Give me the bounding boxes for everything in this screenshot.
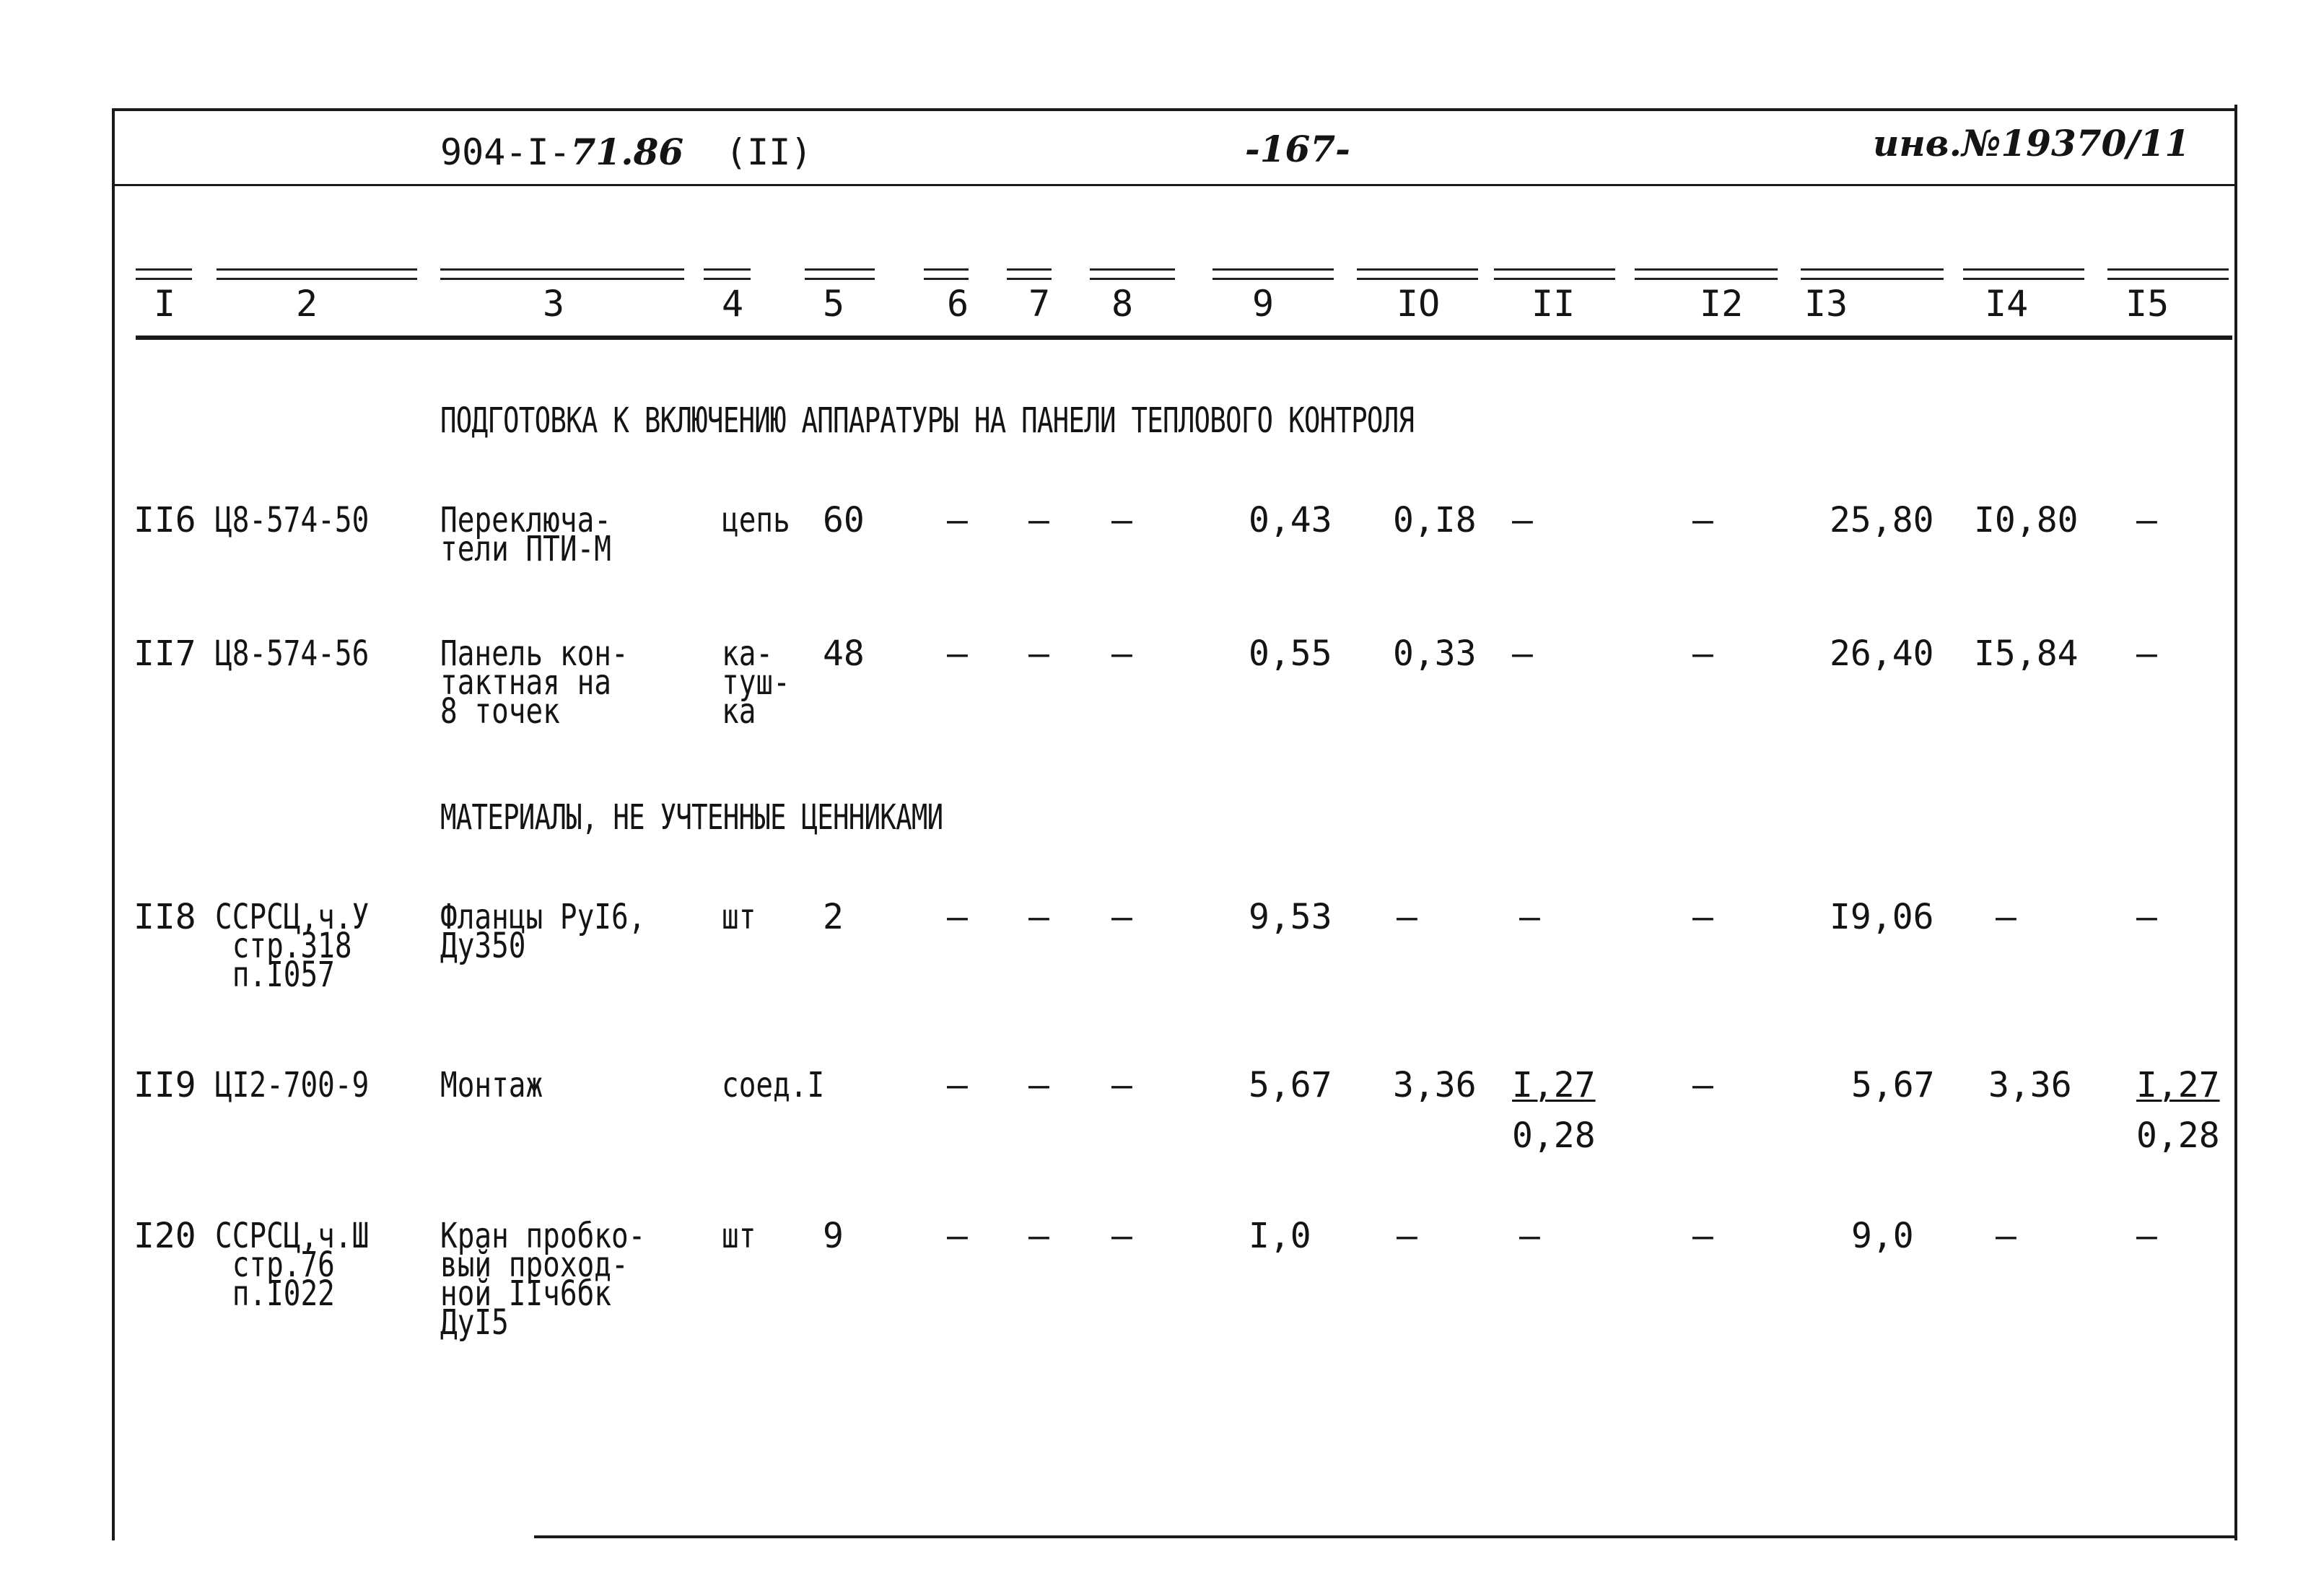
column-rule xyxy=(1212,268,1334,280)
row-quantity: 48 xyxy=(823,633,865,674)
column-number: I3 xyxy=(1804,283,1848,325)
row-code: п.I022 xyxy=(215,1273,335,1314)
row-number: I20 xyxy=(134,1216,196,1256)
row-quantity: 2 xyxy=(823,897,844,937)
column-rule xyxy=(217,268,417,280)
row-code: ССРСЦ,ч.Ш xyxy=(215,1216,370,1256)
row-code: п.I057 xyxy=(215,955,335,995)
row-number: II6 xyxy=(134,500,196,540)
row-name: вый проход- xyxy=(440,1245,629,1285)
row-col6: – xyxy=(947,1216,968,1256)
frame-top-border xyxy=(114,108,2236,111)
frame-bottom-border xyxy=(534,1535,2236,1538)
column-number: 5 xyxy=(823,283,845,325)
row-col8: – xyxy=(1111,633,1132,674)
row-col12: – xyxy=(1692,1065,1713,1105)
row-col10: – xyxy=(1397,897,1417,937)
series-code: 904-I- xyxy=(440,131,571,173)
row-code: стр.318 xyxy=(215,926,352,966)
row-col6: – xyxy=(947,633,968,674)
row-unit: шт xyxy=(722,897,756,937)
row-col7: – xyxy=(1028,1065,1049,1105)
frame-left-border xyxy=(112,108,115,1540)
row-name: ДуI5 xyxy=(440,1302,509,1343)
column-rule xyxy=(1090,268,1175,280)
series-handwritten: 71.86 xyxy=(570,131,684,173)
row-col7: – xyxy=(1028,1216,1049,1256)
row-col15: – xyxy=(2136,500,2157,540)
row-col15: – xyxy=(2136,633,2157,674)
column-number: 2 xyxy=(296,283,318,325)
row-col9: I,0 xyxy=(1249,1216,1311,1256)
row-col12: – xyxy=(1692,633,1713,674)
row-col15: – xyxy=(2136,897,2157,937)
column-number: I xyxy=(154,283,176,325)
row-col12: – xyxy=(1692,500,1713,540)
row-code: Ц8-574-50 xyxy=(215,500,370,540)
row-col13: 9,0 xyxy=(1851,1216,1914,1256)
row-code: Ц8-574-56 xyxy=(215,633,370,674)
column-rule xyxy=(1007,268,1052,280)
row-col13: 26,40 xyxy=(1830,633,1934,674)
row-col8: – xyxy=(1111,897,1132,937)
row-quantity: 60 xyxy=(823,500,865,540)
row-col10: – xyxy=(1397,1216,1417,1256)
row-col6: – xyxy=(947,897,968,937)
column-rule xyxy=(1801,268,1944,280)
row-col6: – xyxy=(947,500,968,540)
column-number: 3 xyxy=(543,283,565,325)
section-title: МАТЕРИАЛЫ, НЕ УЧТЕННЫЕ ЦЕННИКАМИ xyxy=(440,797,943,838)
row-name: Ду350 xyxy=(440,926,526,966)
document-part: (II) xyxy=(725,131,813,173)
row-quantity: 9 xyxy=(823,1216,844,1256)
column-number: 8 xyxy=(1111,283,1134,325)
row-col15-numerator: I,27 xyxy=(2136,1065,2220,1105)
row-unit: ка- xyxy=(722,633,774,674)
row-col7: – xyxy=(1028,897,1049,937)
row-name: Монтаж xyxy=(440,1065,543,1105)
row-code: ССРСЦ,ч.У xyxy=(215,897,370,937)
row-name: ной IIч6бк xyxy=(440,1273,611,1314)
row-col14: – xyxy=(1996,1216,2016,1256)
column-number: IO xyxy=(1397,283,1441,325)
row-col9: 9,53 xyxy=(1249,897,1332,937)
row-col11: – xyxy=(1519,1216,1540,1256)
column-number: 9 xyxy=(1252,283,1275,325)
row-unit: туш- xyxy=(722,662,790,703)
column-header-underline xyxy=(136,336,2232,340)
column-rule xyxy=(805,268,875,280)
row-name: Переключа- xyxy=(440,500,611,540)
row-col11: – xyxy=(1512,633,1533,674)
row-number: II9 xyxy=(134,1065,196,1105)
column-number: I4 xyxy=(1985,283,2029,325)
row-col13: 25,80 xyxy=(1830,500,1934,540)
column-rule xyxy=(440,268,684,280)
row-col13: 5,67 xyxy=(1851,1065,1935,1105)
document-series xyxy=(440,131,684,173)
column-rule xyxy=(924,268,969,280)
column-number: 4 xyxy=(722,283,744,325)
column-rule xyxy=(2107,268,2229,280)
row-col7: – xyxy=(1028,633,1049,674)
row-col8: – xyxy=(1111,1065,1132,1105)
inventory-number: инв.№19370/11 xyxy=(1873,122,2190,165)
row-name: Фланцы РуI6, xyxy=(440,897,646,937)
row-name: Панель кон- xyxy=(440,633,629,674)
column-number: 7 xyxy=(1028,283,1051,325)
row-col9: 0,43 xyxy=(1249,500,1332,540)
row-col13: I9,06 xyxy=(1830,897,1934,937)
section-title: ПОДГОТОВКА К ВКЛЮЧЕНИЮ АППАРАТУРЫ НА ПАНЕЛИ ТЕПЛОВОГО КОНТРОЛЯ xyxy=(440,400,1415,441)
column-rule xyxy=(1357,268,1478,280)
header-divider xyxy=(114,184,2236,186)
row-col8: – xyxy=(1111,1216,1132,1256)
row-col14: 3,36 xyxy=(1988,1065,2072,1105)
row-col14: I0,80 xyxy=(1974,500,2079,540)
frame-right-border xyxy=(2234,105,2237,1540)
row-number: II8 xyxy=(134,897,196,937)
row-col15: – xyxy=(2136,1216,2157,1256)
row-code: стр.76 xyxy=(215,1245,335,1285)
row-code: ЦI2-700-9 xyxy=(215,1065,370,1105)
column-number: I5 xyxy=(2125,283,2169,325)
row-unit: цепь xyxy=(722,500,790,540)
row-number: II7 xyxy=(134,633,196,674)
column-rule xyxy=(1963,268,2084,280)
column-number: 6 xyxy=(947,283,969,325)
row-name: тели ПТИ-М xyxy=(440,529,611,569)
column-number: I2 xyxy=(1700,283,1744,325)
row-col12: – xyxy=(1692,1216,1713,1256)
row-col9: 5,67 xyxy=(1249,1065,1332,1105)
row-name: Кран пробко- xyxy=(440,1216,646,1256)
row-col8: – xyxy=(1111,500,1132,540)
row-unit: ка xyxy=(722,691,756,732)
row-unit: шт xyxy=(722,1216,756,1256)
row-col15-denominator: 0,28 xyxy=(2136,1115,2220,1156)
page-number: -167- xyxy=(1245,128,1350,170)
row-col12: – xyxy=(1692,897,1713,937)
row-col11: – xyxy=(1519,897,1540,937)
row-col6: – xyxy=(947,1065,968,1105)
row-col14: I5,84 xyxy=(1974,633,2079,674)
column-rule xyxy=(136,268,192,280)
column-number: II xyxy=(1531,283,1576,325)
column-rule xyxy=(1494,268,1615,280)
row-col10: 3,36 xyxy=(1393,1065,1477,1105)
row-col14: – xyxy=(1996,897,2016,937)
row-col11: – xyxy=(1512,500,1533,540)
row-col11-denominator: 0,28 xyxy=(1512,1115,1596,1156)
row-name: тактная на xyxy=(440,662,611,703)
row-col10: 0,I8 xyxy=(1393,500,1477,540)
row-col11-numerator: I,27 xyxy=(1512,1065,1596,1105)
row-name: 8 точек xyxy=(440,691,560,732)
row-col10: 0,33 xyxy=(1393,633,1477,674)
row-unit: соед.I xyxy=(722,1065,825,1105)
row-col9: 0,55 xyxy=(1249,633,1332,674)
column-rule xyxy=(1635,268,1778,280)
column-rule xyxy=(704,268,751,280)
row-col7: – xyxy=(1028,500,1049,540)
